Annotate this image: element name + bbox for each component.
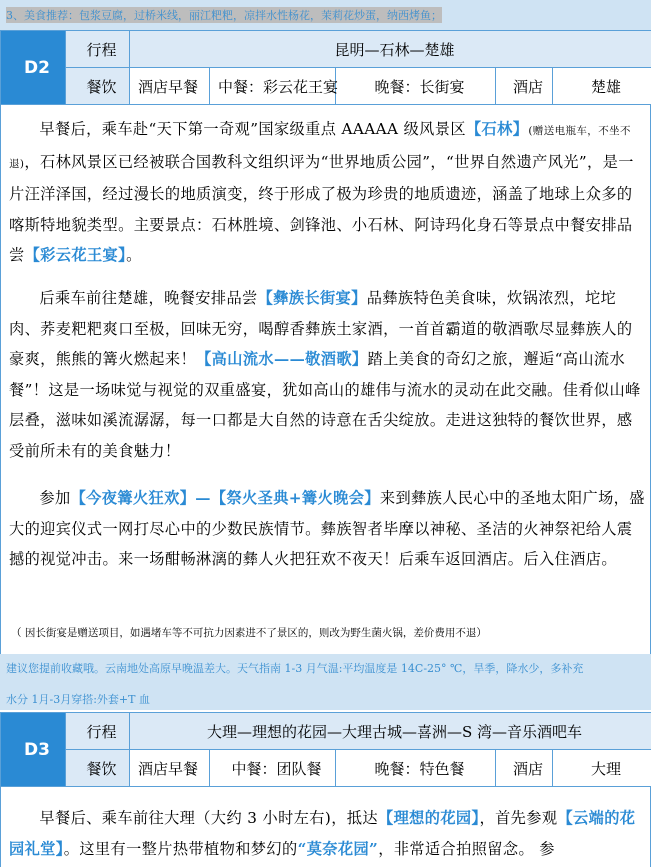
route-label: 行程: [66, 31, 130, 68]
itinerary-body-d3: [0, 786, 651, 867]
route-label: 行程: [66, 713, 130, 750]
hotel-label: 酒店: [496, 750, 553, 787]
lunch-cell: 中餐：彩云花王宴: [210, 68, 336, 105]
day-table-d2: [0, 30, 651, 105]
paragraph-chuxiong: 后乘车前往楚雄，晚餐安排品尝【彝族长街宴】品彝族特色美食味，炊锅浓烈，坨坨肉、荞麦粑粑爽口至极，回味无穷，喝醇香彝族土家酒，一首首霸道的敬酒歌尽显彝族人的豪爽，熊熊的篝火燃起来！【高山流水——敬酒歌】踏上美食的奇幻之旅，邂逅“高山流水餐”！这是一场味觉与视觉的双重盛宴，犹如高山的雄伟与流水的灵动在此交融。佳肴似山峰层叠，滋味如溪流潺潺，每一口都是大自然的诗意在舌尖绽放。走进这独特的餐饮世界，感受前所未有的美食魅力！: [9, 289, 641, 460]
weather-tip-line-2: 水分 1月-3月穿搭:外套+T 血: [6, 693, 150, 706]
weather-tip-line-1: 建议您提前收藏哦。云南地处高原早晚温差大。天气指南 1-3 月气温:平均温度是 14C-25° ℃，旱季，降水少，多补充: [6, 662, 584, 675]
top-note-text: 3、美食推荐：包浆豆腐，过桥米线，丽江粑粑，凉拌水性杨花，茉莉花炒蛋，纳西烤鱼；: [6, 9, 442, 22]
breakfast-cell: 酒店早餐: [130, 750, 210, 787]
breakfast-cell: 酒店早餐: [130, 68, 210, 105]
weather-tip-band: [0, 654, 651, 710]
day-badge: D3: [1, 713, 66, 787]
meal-label: 餐饮: [66, 68, 130, 105]
lunch-cell: 中餐：团队餐: [210, 750, 336, 787]
paragraph-bonfire: 参加【今夜篝火狂欢】—【祭火圣典+篝火晚会】来到彝族人民心中的圣地太阳广场，盛大的迎宾仪式一网打尽心中的少数民族情节。彝族智者毕摩以神秘、圣洁的火神祭祀给人震撼的视觉冲击。来一场酣畅淋漓的彝人火把狂欢不夜天！后乘车返回酒店。后入住酒店。: [9, 489, 645, 569]
paragraph-shilin: 早餐后，乘车赴“天下第一奇观”国家级重点 AAAAA 级风景区【石林】(赠送电瓶车，不坐不退)，石林风景区已经被联合国教科文组织评为“世界地质公园”，“世界自然遗产风光”，是一片汪洋泽国，经过漫长的地质演变，终于形成了极为珍贵的地质遗迹，涵盖了地球上众多的喀斯特地貌类型。主要景点：石林胜境、剑锋池、小石林、阿诗玛化身石等景点中餐安排品尝【彩云花王宴】。: [9, 120, 634, 265]
route-text: 昆明—石林—楚雄: [130, 31, 651, 68]
day-table-d3: [0, 712, 651, 787]
top-note-strip: [0, 0, 651, 31]
day-badge: D2: [1, 31, 66, 105]
itinerary-body-d2: [0, 104, 651, 654]
hotel-label: 酒店: [496, 68, 553, 105]
hotel-cell: 大理: [553, 750, 651, 787]
dinner-cell: 晚餐：长街宴: [336, 68, 496, 105]
route-text: 大理—理想的花园—大理古城—喜洲—S 湾—音乐酒吧车: [130, 713, 651, 750]
paragraph-dali-garden: 早餐后、乘车前往大理（大约 3 小时左右)，抵达【理想的花园】，首先参观【云端的花园礼堂】。这里有一整片热带植物和梦幻的“莫奈花园”，非常适合拍照留念。 参: [9, 809, 636, 858]
free-item-note: （ 因长街宴是赠送项目，如遇堵车等不可抗力因素进不了景区的，则改为野生菌火锅，差价费用不退）: [11, 627, 487, 639]
meal-label: 餐饮: [66, 750, 130, 787]
hotel-cell: 楚雄: [553, 68, 651, 105]
dinner-cell: 晚餐：特色餐: [336, 750, 496, 787]
